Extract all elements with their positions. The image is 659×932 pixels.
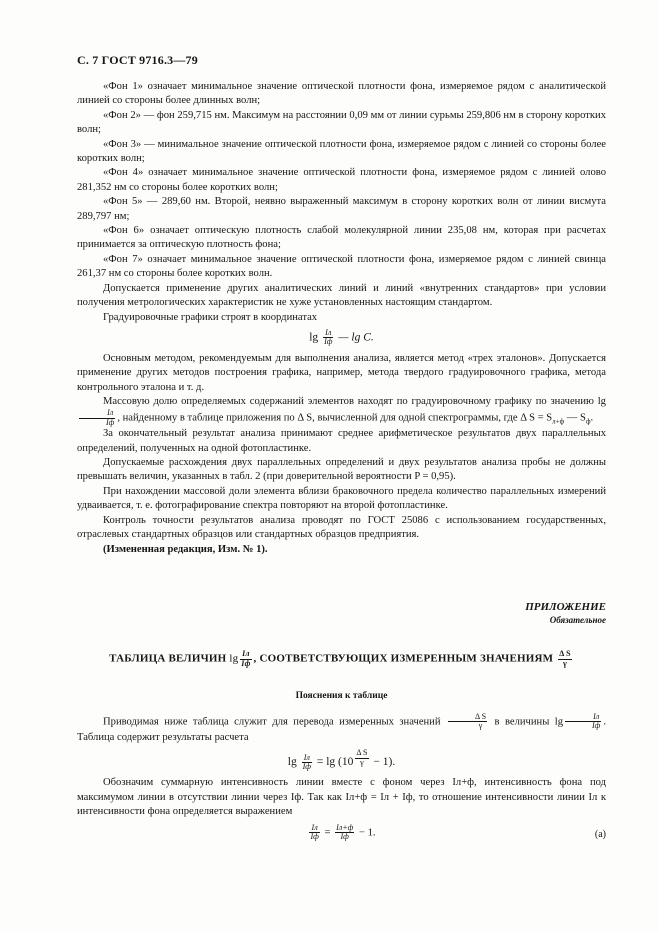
appendix-title: ТАБЛИЦА ВЕЛИЧИН lg $\frac{Iл}{Iф}$ , СООТВЕТСТВУЮЩИХ ИЗМЕРЕННЫМ ЗНАЧЕНИЯМ $\frac{\text{Δ S}}{\gamma}$ bbox=[109, 649, 571, 668]
paragraph: При нахождении массовой доли элемента вблизи браковочного предела количество параллельных измерений удваивается, т. е. фотографирование спектра повторяют на второй фотопластинке. bbox=[77, 485, 606, 512]
paragraph: Допускается применение других аналитических линий и линий «внутренних стандартов» при условии получения метрологических характеристик не хуже установленных настоящим стандартом. bbox=[77, 282, 606, 309]
paragraph: «Фон 5» — 289,60 нм. Второй, неявно выраженный максимум в сторону коротких волн от линии висмута 289,797 нм; bbox=[77, 196, 606, 222]
fraction: Δ S γ bbox=[356, 748, 368, 767]
notes-title: Пояснения к таблице bbox=[295, 691, 388, 702]
paragraph-inline-formula: Приводимая ниже таблица служит для перевода измеренных значений $\frac{\text{Δ S}}{\gamma}$ в величины lg $\frac{Iл}{Iф}$ . Таблица содержит результаты расчета bbox=[77, 712, 606, 743]
fraction: $\frac{Iл}{Iф}$ bbox=[302, 752, 311, 771]
paragraph: «Фон 1» означает минимальное значение оптической плотности фона, измеряемое рядом с аналитической линией со стороны более длинных волн; bbox=[77, 81, 606, 107]
formula-coordinates: lg $\frac{Iл}{Iф}$ — lg C. bbox=[309, 327, 374, 347]
paragraph: Основным методом, рекомендуемым для выполнения анализа, является метод «трех эталонов». Допускается применение других методов построения графика, например, метода твердого градуировочного графика, метода контрольного эталона и т. д. bbox=[77, 352, 606, 393]
appendix-label: ПРИЛОЖЕНИЕ bbox=[525, 600, 606, 613]
paragraph: «Фон 6» означает оптическую плотность слабой молекулярной линии 235,08 нм, которая при расчетах принимается за оптическую плотность фона; bbox=[77, 225, 606, 251]
page-header: С. 7 ГОСТ 9716.3—79 bbox=[77, 53, 198, 67]
paragraph: Градуировочные графики строят в координатах bbox=[103, 311, 318, 323]
fraction: $\frac{Iл}{Iф}$ bbox=[310, 822, 319, 841]
formula-ratio: $\frac{Iл}{Iф}$ = $\frac{Iл+ф}{Iф}$ − 1. (a) bbox=[310, 822, 606, 841]
paragraph: «Фон 3» — минимальное значение оптической плотности фона, измеряемое рядом с линией со стороны более коротких волн; bbox=[77, 138, 606, 165]
paragraph: За окончательный результат анализа принимают среднее арифметическое результатов двух параллельных определений, полученных на одной фотопластинке. bbox=[77, 428, 606, 454]
paragraph: «Фон 4» означает минимальное значение оптической плотности фона, измеряемое рядом с линией олово 281,352 нм со стороны более коротких волн; bbox=[77, 167, 606, 193]
fraction: $\frac{Iл}{Iф}$ bbox=[241, 649, 251, 668]
paragraph: Контроль точности результатов анализа проводят по ГОСТ 25086 с использованием государственных, отраслевых стандартных образцов или стандартных образцов предприятия. bbox=[77, 514, 606, 541]
formula-lg-ratio: lg $\frac{Iл}{Iф}$ = lg (10 $^{\frac{\text{Δ S}}{\gamma}}$ − 1). bbox=[287, 748, 396, 771]
document-body bbox=[77, 80, 606, 845]
appendix-sublabel: Обязательное bbox=[549, 615, 606, 626]
fraction: $\frac{\text{Δ S}}{\gamma}$ bbox=[448, 713, 487, 731]
equation-tag: (a) bbox=[594, 828, 606, 840]
fraction: $\frac{Iл}{Iф}$ bbox=[79, 409, 115, 427]
paragraph-inline-formula: Массовую долю определяемых содержаний элементов находят по градуировочному графику по значению lg $\frac{Iл}{Iф}$ , найденному в таблице приложения по Δ S, вычисленной для одной спектрограммы, где Δ $S = S_{л+ф}$ — $S_ф$. bbox=[77, 395, 606, 427]
paragraph: Обозначим суммарную интенсивность линии вместе с фоном через Iл+ф, интенсивность фона под максимумом линии в отсутствии линии через Iф. Так как Iл+ф = Iл + Iф, то отношение интенсивности линии Iл к интенсивности фона определяется выражением bbox=[77, 777, 606, 818]
amendment-note: (Измененная редакция, Изм. № 1). bbox=[103, 543, 268, 555]
fraction: $\frac{Iл}{Iф}$ bbox=[324, 327, 333, 347]
paragraph: «Фон 2» — фон 259,715 нм. Максимум на расстоянии 0,09 мм от линии сурьмы 259,806 нм в сторону коротких волн; bbox=[77, 109, 606, 136]
fraction: $\frac{Iл+ф}{Iф}$ bbox=[336, 822, 354, 841]
fraction: $\frac{\text{Δ S}}{\gamma}$ bbox=[559, 649, 571, 668]
paragraph: «Фон 7» означает минимальное значение оптической плотности фона, измеряемое рядом с линией свинца 261,37 нм со стороны более коротких волн. bbox=[77, 253, 606, 280]
paragraph: Допускаемые расхождения двух параллельных определений и двух результатов анализа пробы не должны превышать величин, указанных в табл. 2 (при доверительной вероятности P = 0,95). bbox=[77, 457, 606, 483]
fraction: $\frac{Iл}{Iф}$ bbox=[565, 713, 601, 731]
